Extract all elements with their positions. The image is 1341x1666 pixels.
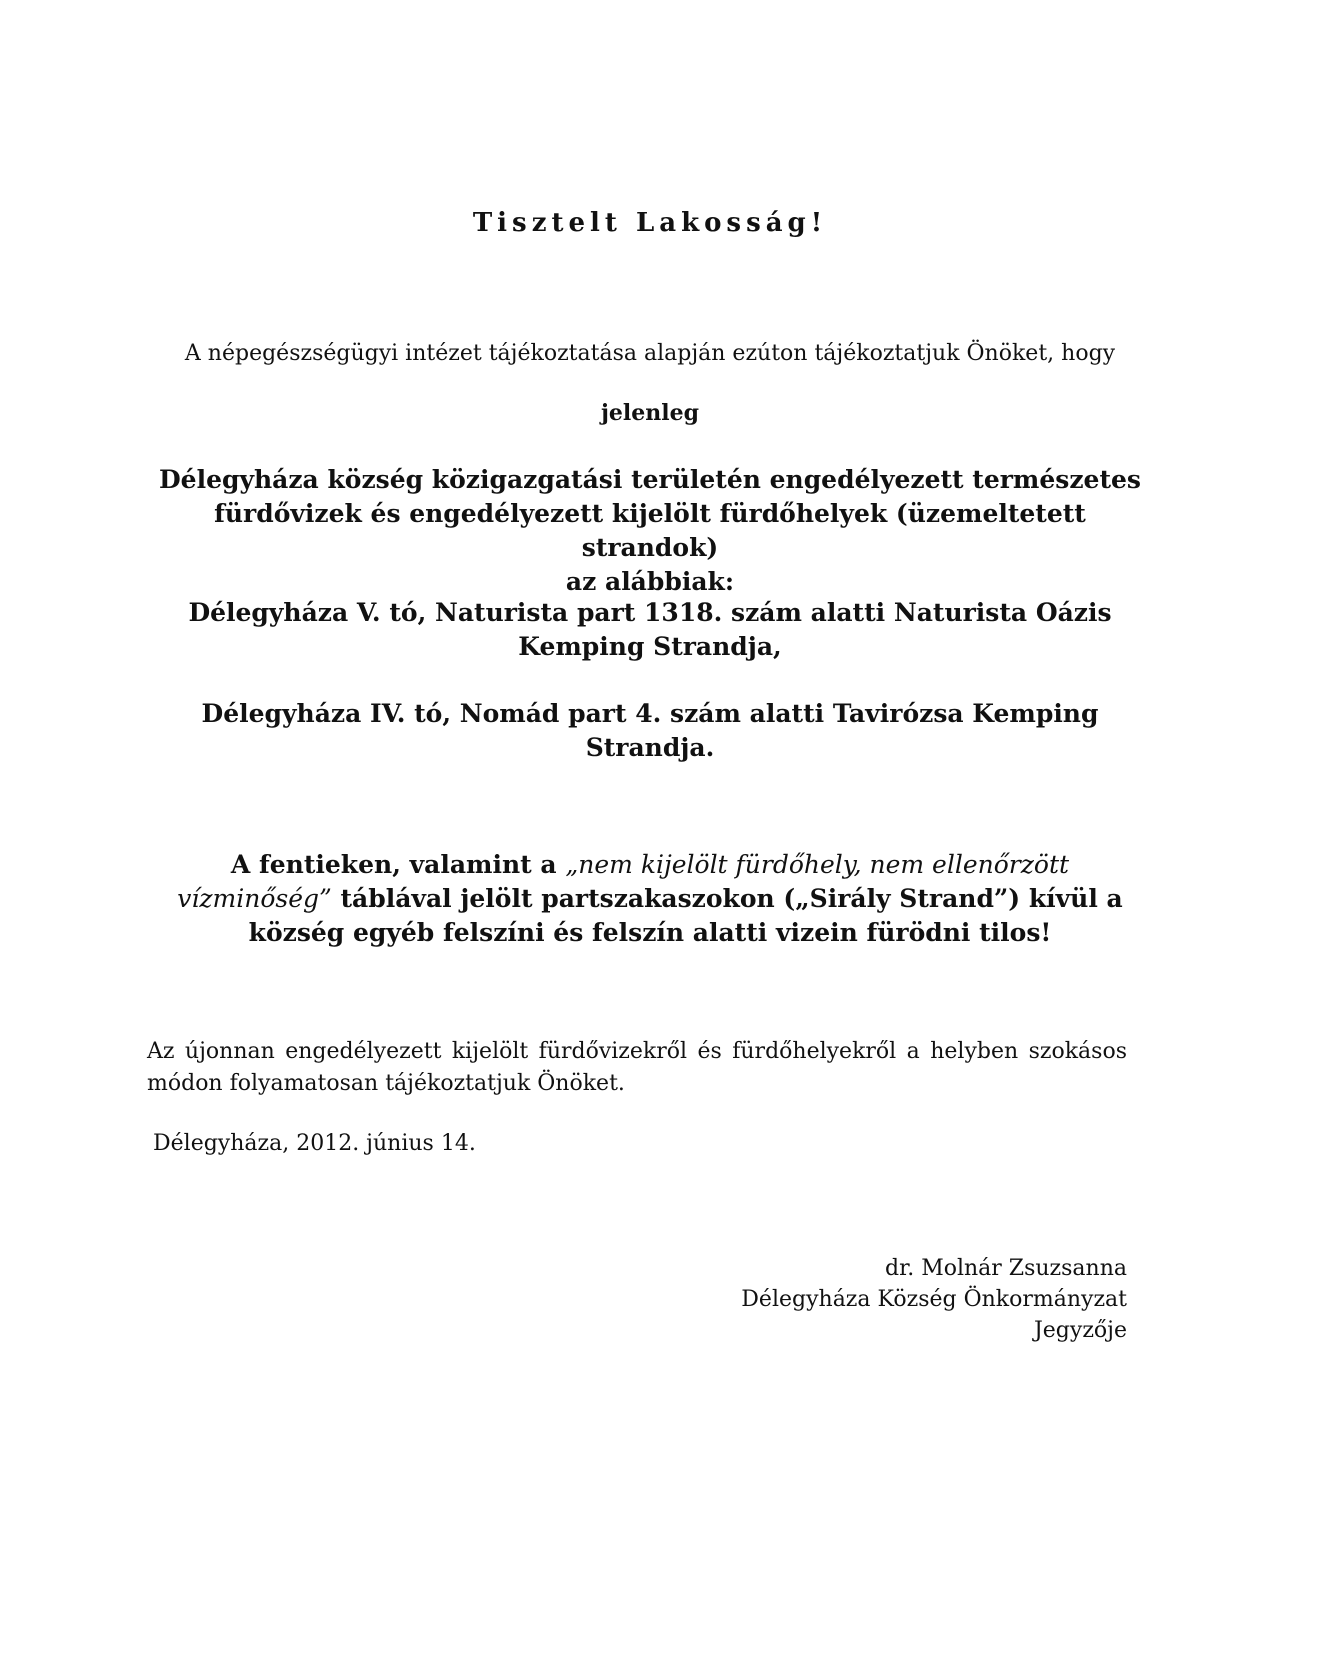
- signature-name: dr. Molnár Zsuzsanna: [885, 1256, 1127, 1281]
- info-paragraph: Az újonnan engedélyezett kijelölt fürdővizekről és fürdőhelyekről a helyben szokásos módon folyamatosan tájékoztatjuk Önöket.: [147, 1039, 1127, 1096]
- main-statement: [150, 463, 1150, 599]
- signature-office: Délegyháza Község Önkormányzat: [741, 1287, 1127, 1312]
- date-line: Délegyháza, 2012. június 14.: [153, 1131, 476, 1156]
- intro-text: A népegészségügyi intézet tájékoztatása alapján ezúton tájékoztatjuk Önöket, hogy: [184, 341, 1116, 366]
- bathing-warning: [150, 848, 1150, 950]
- location-line: Délegyháza V. tó, Naturista part 1318. szám alatti Naturista Oázis: [188, 598, 1112, 627]
- warning-sign-quote: „nem kijelölt fürdőhely, nem ellenőrzött vízminőség”: [177, 850, 1070, 913]
- jelenleg-text: jelenleg: [600, 400, 700, 426]
- signature-block: [650, 1253, 1127, 1346]
- location-line: Kemping Strandja,: [518, 632, 782, 661]
- page-title: Tisztelt Lakosság!: [472, 208, 828, 238]
- location-tavirozsa: [150, 697, 1150, 765]
- main-statement-line: az alábbiak:: [565, 567, 735, 596]
- warning-text: táblával jelölt partszakaszokon („Sirály Strand”) kívül a község egyéb felszíni és felszín alatti vizein fürödni tilos!: [248, 884, 1123, 947]
- location-line: Strandja.: [585, 733, 715, 762]
- warning-text: A fentieken, valamint a: [230, 850, 566, 879]
- signature-role: Jegyzője: [1033, 1318, 1127, 1343]
- location-line: Délegyháza IV. tó, Nomád part 4. szám alatti Tavirózsa Kemping: [201, 699, 1099, 728]
- main-statement-line: fürdővizek és engedélyezett kijelölt fürdőhelyek (üzemeltetett strandok): [214, 499, 1086, 562]
- location-naturista: [150, 596, 1150, 664]
- main-statement-line: Délegyháza község közigazgatási területén engedélyezett természetes: [158, 465, 1141, 494]
